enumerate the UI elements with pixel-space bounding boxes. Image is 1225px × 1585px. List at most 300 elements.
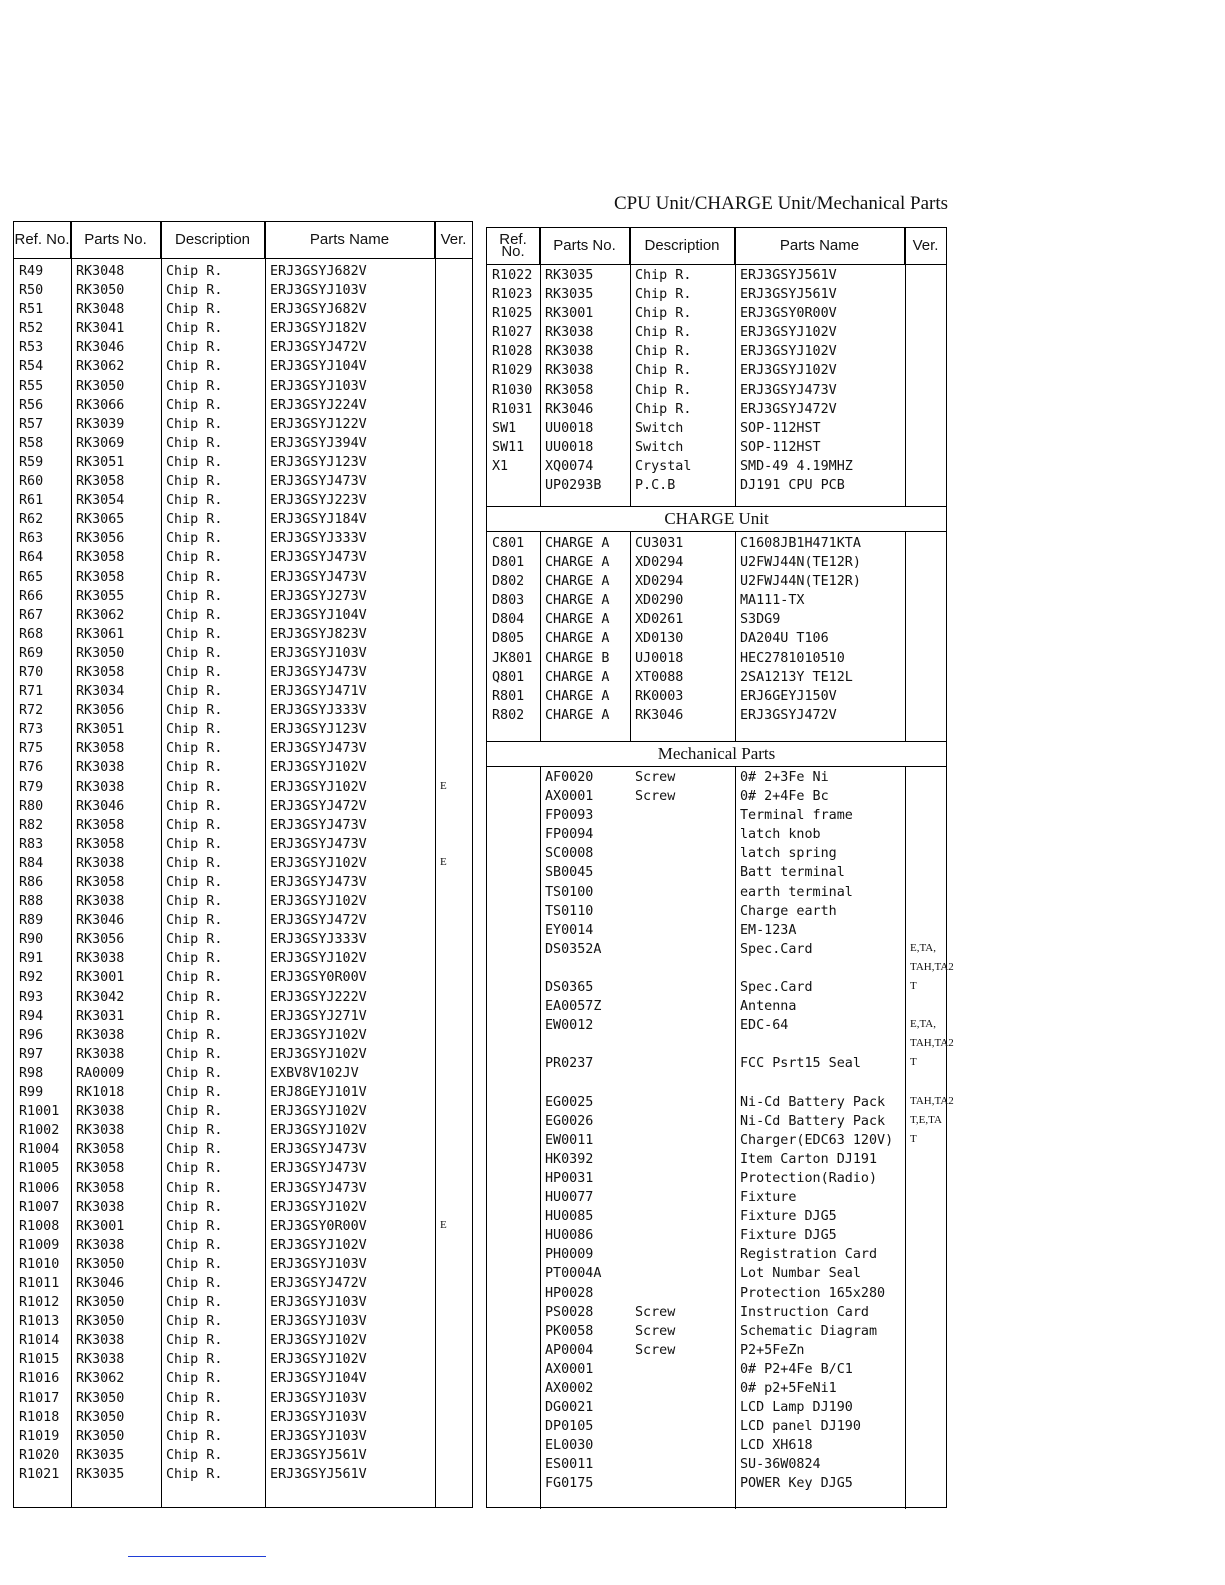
cell-description: Chip R.	[166, 989, 223, 1005]
cell-parts-no: EA0057Z	[545, 999, 602, 1015]
cell-ref-no	[487, 1209, 540, 1228]
cell-ref-no: R79	[19, 779, 44, 795]
cell-parts-no: RK3050	[76, 645, 125, 661]
cell-description	[630, 961, 735, 980]
table-row	[487, 670, 946, 689]
cell-description: Chip R.	[166, 951, 223, 967]
cell-parts-name: ERJ3GSYJ102V	[270, 1199, 367, 1215]
cell-ref-no: SW1	[492, 420, 517, 436]
cell-description: Chip R.	[166, 1065, 223, 1081]
cell-parts-name: SMD-49 4.19MHZ	[740, 458, 853, 474]
cell-ref-no: R1010	[19, 1256, 60, 1272]
cell-ver	[435, 455, 471, 474]
cell-description: Chip R.	[635, 268, 692, 283]
cell-parts-name: ERJ3GSYJ472V	[740, 401, 837, 417]
cell-ref-no: R61	[19, 493, 44, 509]
cell-parts-no: CHARGE B	[545, 650, 610, 666]
cell-parts-no: CHARGE A	[545, 574, 610, 590]
cell-parts-name: ERJ3GSYJ682V	[270, 264, 367, 279]
cell-parts-no: SB0045	[545, 865, 594, 881]
cell-parts-name: ERJ3GSYJ473V	[270, 1142, 367, 1158]
cell-ver	[905, 1228, 945, 1247]
table-row	[487, 1228, 946, 1247]
table-row	[14, 1142, 472, 1161]
cell-ver	[435, 570, 471, 589]
cell-ver	[435, 741, 471, 760]
table-row	[14, 856, 472, 875]
cell-ref-no: R1008	[19, 1218, 60, 1234]
cell-description: Chip R.	[166, 1199, 223, 1215]
cell-parts-name: EDC-64	[740, 1018, 789, 1034]
cell-parts-no: TS0100	[545, 884, 594, 900]
cell-parts-no: CHARGE A	[545, 593, 610, 609]
cell-description: Chip R.	[166, 1314, 223, 1330]
table-row	[14, 321, 472, 340]
cell-description: Chip R.	[166, 760, 223, 776]
cell-parts-name	[735, 1076, 905, 1095]
cell-parts-no: UU0018	[545, 439, 594, 455]
cell-ver	[435, 1161, 471, 1180]
cell-ver	[435, 340, 471, 359]
table-row	[487, 1324, 946, 1343]
cell-parts-no: RK3058	[76, 569, 125, 585]
cell-ref-no	[487, 1381, 540, 1400]
cell-description	[630, 1362, 735, 1381]
cell-parts-no: HP0031	[545, 1170, 594, 1186]
cell-parts-no: PK0058	[545, 1323, 594, 1339]
header-parts-name: Parts Name	[265, 222, 435, 258]
cell-parts-name: ERJ3GSYJ104V	[270, 1371, 367, 1387]
cell-parts-name: Registration Card	[740, 1247, 878, 1263]
cell-ref-no: SW11	[492, 439, 525, 455]
cell-description: Chip R.	[166, 1428, 223, 1444]
cell-ver	[435, 875, 471, 894]
table-row	[14, 1257, 472, 1276]
table-row	[487, 459, 946, 478]
cell-description: XD0261	[635, 612, 684, 628]
cell-parts-no: RK3038	[76, 1027, 125, 1043]
cell-ver	[905, 885, 945, 904]
cell-ver	[435, 799, 471, 818]
table-row	[14, 1391, 472, 1410]
cell-parts-name: ERJ3GSYJ472V	[270, 913, 367, 929]
table-row	[14, 436, 472, 455]
cell-ver: T	[910, 1056, 917, 1069]
cell-description: Crystal	[635, 458, 692, 474]
table-row	[487, 808, 946, 827]
table-row	[14, 1181, 472, 1200]
table-row	[487, 593, 946, 612]
cell-description	[630, 808, 735, 827]
table-row	[14, 379, 472, 398]
cell-parts-name: 2SA1213Y TE12L	[740, 669, 853, 685]
parts-table-left	[13, 221, 473, 1508]
cell-ref-no	[487, 904, 540, 923]
cell-ref-no	[487, 1133, 540, 1152]
mech-rows	[487, 770, 954, 1496]
cell-description: Screw	[635, 1323, 676, 1339]
left-rows	[14, 259, 472, 1486]
cell-parts-no: RK3041	[76, 321, 125, 337]
table-row	[14, 1333, 472, 1352]
cell-parts-name: Protection(Radio)	[740, 1170, 878, 1186]
cell-ver	[435, 321, 471, 340]
header-parts-no: Parts No.	[540, 228, 630, 264]
cell-parts-name: ERJ3GSYJ473V	[270, 875, 367, 890]
cell-ver: E	[440, 855, 447, 868]
cell-ver: TAH,TA2	[910, 1037, 954, 1050]
table-row	[14, 837, 472, 856]
table-row	[14, 1429, 472, 1448]
cell-description: Chip R.	[166, 1466, 223, 1482]
cell-parts-name: Charge earth	[740, 903, 837, 919]
cell-parts-name: ERJ3GSYJ473V	[270, 664, 367, 680]
cell-parts-no: RK3038	[76, 1046, 125, 1062]
table-row	[14, 646, 472, 665]
cell-parts-no: RK3054	[76, 493, 125, 509]
cell-ver	[905, 1305, 945, 1324]
cell-parts-name: EXBV8V102JV	[270, 1065, 359, 1081]
cell-description: Chip R.	[635, 401, 692, 417]
table-row	[487, 1056, 946, 1075]
cell-parts-no: HK0392	[545, 1151, 594, 1167]
cell-parts-name: ERJ3GSYJ472V	[740, 707, 837, 723]
cell-description: Chip R.	[166, 283, 223, 299]
cell-parts-no: CHARGE A	[545, 536, 610, 551]
cell-parts-no: RK3050	[76, 1295, 125, 1311]
cell-ref-no: R52	[19, 321, 44, 337]
cell-ref-no: R1006	[19, 1180, 60, 1196]
cell-ref-no: R82	[19, 817, 44, 833]
cell-description: Chip R.	[166, 1008, 223, 1024]
cell-description: Chip R.	[166, 397, 223, 413]
cell-ref-no	[487, 1266, 540, 1285]
cell-ver	[435, 608, 471, 627]
table-row	[14, 1219, 472, 1238]
cell-ref-no: R1021	[19, 1466, 60, 1482]
cell-ver	[435, 283, 471, 302]
cell-parts-name: FCC Psrt15 Seal	[740, 1056, 861, 1072]
cell-ref-no: R63	[19, 531, 44, 547]
cell-description	[630, 1476, 735, 1495]
cell-ver	[905, 402, 945, 421]
table-row	[487, 865, 946, 884]
table-row	[14, 703, 472, 722]
table-row	[487, 846, 946, 865]
cell-ref-no: R98	[19, 1065, 44, 1081]
cell-description	[630, 1419, 735, 1438]
cell-ver	[435, 1238, 471, 1257]
table-row	[487, 1476, 946, 1495]
cell-description: Chip R.	[166, 607, 223, 623]
cell-description	[630, 1209, 735, 1228]
cell-ref-no: R54	[19, 359, 44, 375]
cell-description: Chip R.	[166, 913, 223, 929]
cell-description: CU3031	[635, 536, 684, 551]
table-row	[14, 359, 472, 378]
cell-ref-no	[487, 846, 540, 865]
cell-description: Chip R.	[166, 970, 223, 986]
cell-ver	[905, 1419, 945, 1438]
cell-parts-name: Spec.Card	[740, 980, 813, 996]
table-row	[487, 612, 946, 631]
cell-ver	[905, 770, 945, 789]
cell-parts-no: RK3055	[76, 588, 125, 604]
cell-parts-no: RK3038	[76, 894, 125, 910]
cell-description: Chip R.	[166, 1085, 223, 1101]
cell-parts-name: ERJ8GEYJ101V	[270, 1085, 367, 1101]
cell-parts-no: RK3058	[76, 741, 125, 757]
cell-parts-name: ERJ3GSYJ473V	[740, 382, 837, 398]
cell-description: Chip R.	[166, 1256, 223, 1272]
cell-ref-no	[487, 1076, 540, 1095]
cell-ref-no: R51	[19, 302, 44, 318]
cell-ref-no: R91	[19, 951, 44, 967]
cell-parts-no: RK3046	[76, 798, 125, 814]
cell-parts-no: RK3051	[76, 454, 125, 470]
cell-parts-no: RK3038	[76, 779, 125, 795]
table-row	[14, 1276, 472, 1295]
table-row	[487, 1305, 946, 1324]
cell-ref-no: R1022	[492, 268, 533, 283]
cell-ref-no	[487, 808, 540, 827]
cell-parts-name: S3DG9	[740, 612, 781, 628]
cell-description: Chip R.	[635, 325, 692, 341]
table-row	[14, 760, 472, 779]
cell-description: Switch	[635, 420, 684, 436]
cell-parts-name: ERJ3GSYJ123V	[270, 722, 367, 738]
table-row	[487, 885, 946, 904]
table-row	[487, 1114, 946, 1133]
table-row	[487, 1209, 946, 1228]
cell-parts-no: CHARGE A	[545, 631, 610, 647]
cell-parts-name: ERJ3GSYJ223V	[270, 493, 367, 509]
cell-description: Chip R.	[166, 1142, 223, 1158]
header-description: Description	[630, 228, 735, 264]
table-row	[14, 1200, 472, 1219]
cell-parts-name: Ni-Cd Battery Pack	[740, 1113, 886, 1129]
cell-parts-name: DA204U T106	[740, 631, 829, 647]
cell-description: Chip R.	[166, 1161, 223, 1177]
table-row	[487, 942, 946, 961]
cell-parts-name: ERJ3GSYJ273V	[270, 588, 367, 604]
cell-parts-name: ERJ3GSYJ471V	[270, 684, 367, 700]
cell-ref-no	[487, 478, 540, 497]
cell-ver	[435, 1085, 471, 1104]
cell-ref-no	[487, 1457, 540, 1476]
cell-ver	[905, 1266, 945, 1285]
cell-parts-no: RK3056	[76, 932, 125, 948]
cell-parts-name: ERJ3GSYJ561V	[270, 1447, 367, 1463]
cell-description: Chip R.	[635, 382, 692, 398]
table-row	[14, 1123, 472, 1142]
cell-description: Chip R.	[166, 416, 223, 432]
cell-description: Chip R.	[166, 1333, 223, 1349]
cell-ver	[435, 417, 471, 436]
cell-ver	[435, 1104, 471, 1123]
cell-parts-no: RK3001	[76, 1218, 125, 1234]
cell-description: Chip R.	[166, 836, 223, 852]
cell-ref-no	[487, 1343, 540, 1362]
cell-parts-name: ERJ3GSYJ103V	[270, 1409, 367, 1425]
cell-ref-no: R71	[19, 684, 44, 700]
cell-description: Chip R.	[166, 1447, 223, 1463]
cell-parts-no: RK3051	[76, 722, 125, 738]
cell-ref-no: R88	[19, 894, 44, 910]
cell-ver	[435, 1314, 471, 1333]
cell-parts-no: RK3038	[76, 1333, 125, 1349]
cell-ref-no	[487, 1438, 540, 1457]
cell-ver	[435, 1009, 471, 1028]
cell-ver	[905, 268, 945, 287]
cell-ref-no: R64	[19, 550, 44, 566]
cell-ver	[905, 808, 945, 827]
cell-ref-no	[487, 1037, 540, 1056]
cell-ref-no	[487, 1476, 540, 1495]
cell-parts-name: EM-123A	[740, 922, 797, 938]
cell-description: XD0130	[635, 631, 684, 647]
cell-ref-no: R1023	[492, 287, 533, 303]
cell-parts-no: RK3038	[76, 1352, 125, 1368]
cell-ver	[435, 665, 471, 684]
cell-parts-name: ERJ3GSYJ102V	[270, 1046, 367, 1062]
cell-parts-name: ERJ3GSYJ682V	[270, 302, 367, 318]
cell-parts-name: LCD Lamp DJ190	[740, 1400, 853, 1416]
cell-ver	[435, 531, 471, 550]
cell-ref-no: R62	[19, 512, 44, 528]
cell-parts-no: DS0365	[545, 980, 594, 996]
table-row	[487, 555, 946, 574]
cell-parts-name: ERJ3GSYJ102V	[740, 363, 837, 379]
table-row	[14, 1161, 472, 1180]
cell-description: Chip R.	[166, 302, 223, 318]
cell-ver	[905, 631, 945, 650]
cell-parts-no: SC0008	[545, 846, 594, 862]
header-parts-name: Parts Name	[735, 228, 905, 264]
table-row	[487, 1343, 946, 1362]
cell-parts-name: 0# 2+4Fe Bc	[740, 789, 829, 805]
cell-description: Chip R.	[166, 626, 223, 642]
cell-parts-name: ERJ3GSYJ224V	[270, 397, 367, 413]
table-row	[14, 302, 472, 321]
cell-parts-no: RK3038	[76, 855, 125, 871]
table-row	[14, 264, 472, 283]
cell-parts-no: EG0025	[545, 1094, 594, 1110]
cell-ref-no: R76	[19, 760, 44, 776]
cell-parts-name: ERJ3GSYJ473V	[270, 817, 367, 833]
cell-parts-name: ERJ3GSYJ103V	[270, 1295, 367, 1311]
cell-ref-no: R1027	[492, 325, 533, 341]
cell-description: Screw	[635, 1342, 676, 1358]
cell-description: P.C.B	[635, 478, 676, 494]
cell-ref-no: R55	[19, 378, 44, 394]
cell-parts-no: RK3035	[545, 268, 594, 283]
cell-parts-name: 0# 2+3Fe Ni	[740, 770, 829, 785]
cell-parts-no: RK3050	[76, 1409, 125, 1425]
cell-parts-name: ERJ3GSYJ182V	[270, 321, 367, 337]
cell-parts-no: CHARGE A	[545, 688, 610, 704]
header-ver: Ver.	[912, 237, 939, 254]
cell-ver	[435, 703, 471, 722]
cell-ref-no	[487, 1228, 540, 1247]
table-row	[14, 818, 472, 837]
cell-description: Chip R.	[166, 435, 223, 451]
cell-parts-name: HEC2781010510	[740, 650, 845, 666]
cell-parts-no: XQ0074	[545, 458, 594, 474]
cell-ver: T	[910, 1132, 917, 1145]
table-row	[14, 550, 472, 569]
table-row	[14, 1410, 472, 1429]
cell-ver	[435, 1142, 471, 1161]
cell-parts-name: ERJ3GSYJ102V	[740, 325, 837, 341]
cell-ref-no	[487, 1247, 540, 1266]
cell-parts-no: RK3038	[545, 325, 594, 341]
cell-parts-name: Ni-Cd Battery Pack	[740, 1094, 886, 1110]
cell-parts-no: AX0001	[545, 789, 594, 805]
cell-ref-no: R60	[19, 474, 44, 490]
cell-parts-name: ERJ3GSYJ473V	[270, 1161, 367, 1177]
table-row	[14, 283, 472, 302]
cell-parts-name: ERJ3GSYJ472V	[270, 798, 367, 814]
cell-parts-name: ERJ3GSYJ103V	[270, 1390, 367, 1406]
cell-parts-no: RK3035	[76, 1447, 125, 1463]
cell-ref-no: R1012	[19, 1295, 60, 1311]
cell-parts-no	[540, 961, 630, 980]
cell-description	[630, 980, 735, 999]
table-row	[14, 1314, 472, 1333]
table-row	[487, 1457, 946, 1476]
cell-parts-no: PT0004A	[545, 1266, 602, 1282]
cell-description: Chip R.	[166, 588, 223, 604]
cell-description	[630, 1018, 735, 1037]
table-row	[487, 651, 946, 670]
table-row	[14, 417, 472, 436]
table-row	[487, 383, 946, 402]
cell-parts-no: HP0028	[545, 1285, 594, 1301]
cell-parts-no: RK3056	[76, 531, 125, 547]
cell-parts-no: RK3050	[76, 283, 125, 299]
cell-description: Chip R.	[166, 932, 223, 948]
cell-parts-name: Fixture	[740, 1190, 797, 1206]
cell-parts-name: MA111-TX	[740, 593, 805, 609]
cell-ver	[435, 646, 471, 665]
cell-description: Chip R.	[166, 1027, 223, 1043]
table-row	[487, 344, 946, 363]
table-row	[487, 287, 946, 306]
cell-ver: TAH,TA2	[910, 1094, 954, 1107]
cell-parts-no: RK3050	[76, 1256, 125, 1272]
cell-parts-name: Terminal frame	[740, 808, 853, 824]
cell-description	[630, 1400, 735, 1419]
table-row	[14, 455, 472, 474]
cell-parts-no: RK3062	[76, 607, 125, 623]
cell-ver	[905, 904, 945, 923]
cell-ver	[435, 436, 471, 455]
cell-parts-name: SOP-112HST	[740, 439, 821, 455]
cell-ref-no: R86	[19, 875, 44, 890]
table-row	[14, 1085, 472, 1104]
cell-ver	[435, 1200, 471, 1219]
cell-ref-no: R96	[19, 1027, 44, 1043]
cell-parts-no: RK1018	[76, 1085, 125, 1101]
cell-parts-name: ERJ3GSYJ473V	[270, 1180, 367, 1196]
cell-description: Chip R.	[166, 817, 223, 833]
cell-ref-no	[487, 1056, 540, 1075]
cell-ref-no: R70	[19, 664, 44, 680]
cell-parts-no	[540, 1037, 630, 1056]
cell-ver	[435, 1066, 471, 1085]
cell-parts-no: CHARGE A	[545, 612, 610, 628]
